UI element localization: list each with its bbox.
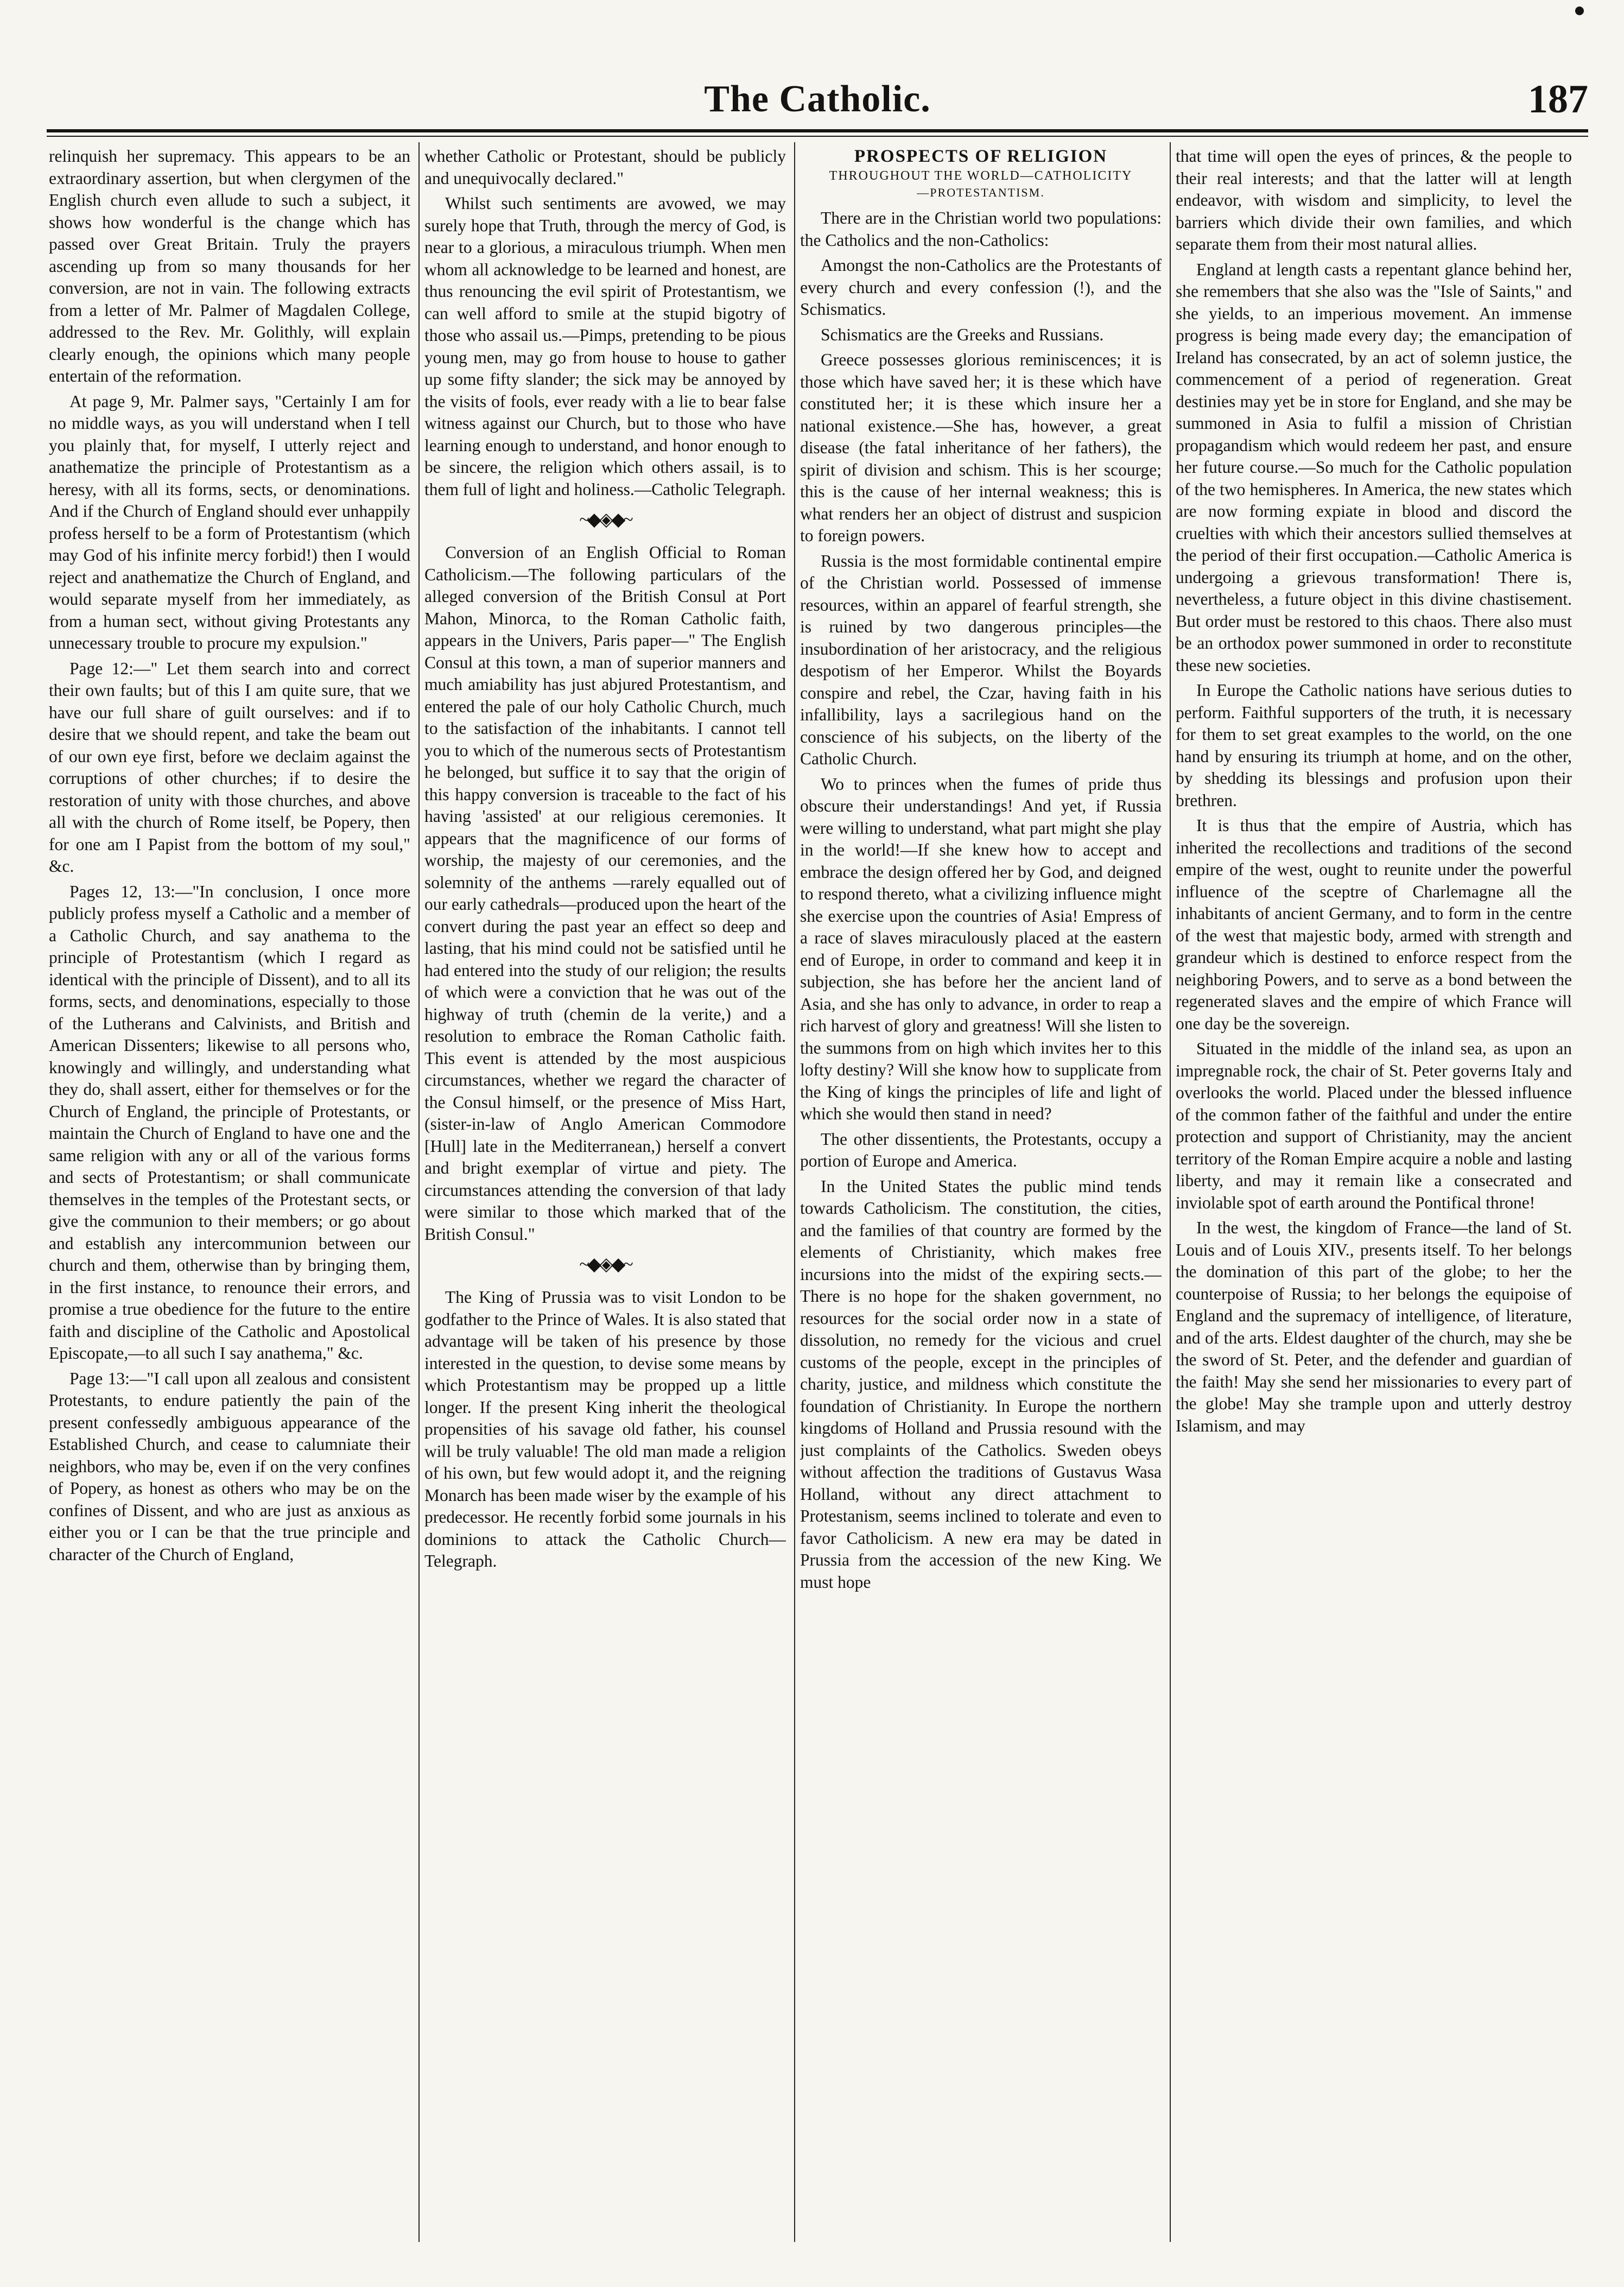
article-paragraph: In Europe the Catholic nations have serious duties to perform. Faithful supporters of the truth, it is necessary for them to set great examples to the world, on the one hand by ensuring its triumph at home, and on the other, by shedding its blessings and profusion upon their brethren.	[1176, 681, 1572, 810]
article-paragraph: At page 9, Mr. Palmer says, "Certainly I am for no middle ways, as you will understand when I tell you plainly that, for myself, I utterly reject and anathematize the principle of Protestantism as a heresy, with all its forms, sects, or denominations. And if the Church of England should ever unhappily profess herself to be a form of Protestantism (which may God of his infinite mercy forbid!) then I would reject and anathematize the Church of England, and would separate myself from her immediately, as from a human sect, without giving Protestants any unnecessary trouble to procure my expulsion."	[49, 391, 410, 652]
column-divider	[418, 142, 420, 2242]
article-paragraph: There are in the Christian world two populations: the Catholics and the non-Catholics:	[800, 208, 1162, 250]
article-paragraph: England at length casts a repentant glance behind her, she remembers that she also was the "Isle of Saints," and she yields, to an imperious movement. An immense progress is being made every day; the emancipation of Ireland has consecrated, by an act of solemn justice, the commencement of a period of regeneration. Great destinies may yet be in store for England, and she may be summoned in Asia to fulfil a mission of Christian propagandism which would redeem her past, and ensure her future course.—So much for the Catholic population of the two hemispheres. In America, the new states which are now forming expiate in blood and discord the cruelties with which their ancestors sullied themselves at the period of their first occupation.—Catholic America is undergoing a grievous transformation! There is, nevertheless, a future object in this divine chastisement. But order must be restored to this chaos. There also must be an orthodox power summoned in order to reconstitute these new societies.	[1176, 259, 1572, 675]
article-paragraph: Page 12:—" Let them search into and correct their own faults; but of this I am quite sure, that we have our full share of guilt ourselves: and if to desire that we should repent, and take the beam out of our own eye first, before we declaim against the corruptions of other churches; if to desire the restoration of unity with those churches, and above all with the church of Rome itself, be Popery, then for one am I Papist from the bottom of my soul," &c.	[49, 658, 410, 876]
article-headline: PROSPECTS OF RELIGION	[854, 147, 1108, 166]
column-divider	[1170, 142, 1171, 2242]
column-2	[424, 145, 786, 2263]
column-divider	[794, 142, 795, 2242]
article-paragraph: whether Catholic or Protestant, should be publicly and unequivocally declared."	[424, 147, 786, 188]
article-paragraph: It is thus that the empire of Austria, which has inherited the recollections and traditions of the second empire of the west, ought to reunite under the powerful influence of the sceptre of Charlemagne all the inhabitants of ancient Germany, and to form in the centre of the west that majestic body, armed with strength and grandeur which is destined to enforce respect from the neighboring Powers, and to serve as a bond between the regenerated slaves and the empire of which France will one day be the sovereign.	[1176, 816, 1572, 1033]
article-paragraph: The other dissentients, the Protestants, occupy a portion of Europe and America.	[800, 1129, 1162, 1170]
page-title: The Catholic.	[704, 78, 931, 120]
article-paragraph: In the west, the kingdom of France—the land of St. Louis and of Louis XIV., presents itself. To her belongs the domination of this part of the globe; to her the counterpoise of Russia; to her belongs the equipoise of England and the supremacy of intelligence, of literature, and of the arts. Eldest daughter of the church, may she be the sword of St. Peter, and the defender and guardian of the faith! May she send her missionaries to every part of the globe! May she trample upon and utterly destroy Islamism, and may	[1176, 1218, 1572, 1435]
section-ornament: ~◆◈◆~	[579, 510, 631, 530]
header-rule-heavy	[47, 129, 1588, 132]
article-paragraph: Amongst the non-Catholics are the Protestants of every church and every confession (!), and the Schismatics.	[800, 256, 1162, 319]
article-paragraph: Pages 12, 13:—"In conclusion, I once more publicly profess myself a Catholic and a member of a Catholic Church, and say anathema to the principle of Protestantism (which I regard as identical with the principle of Dissent), and to all its forms, sects, and denominations, especially to those of the Lutherans and Calvinists, and British and American Dissenters; likewise to all persons who, knowingly and willingly, and understanding what they do, shall assert, either for themselves or for the Church of England, the principle of Protestants, or maintain the Church of England to have one and the same religion with any or all of the various forms and sects of Protestantism; or shall communicate themselves in the temples of the Protestant sects, or give the communion to their members; or go about and establish any intercommunion between our church and them, otherwise than by bringing them, in the first instance, to renounce their errors, and promise a true obedience for the future to the entire faith and discipline of the Catholic and Apostolical Episcopate,—to all such I say anathema," &c.	[49, 882, 410, 1363]
article-paragraph: Conversion of an English Official to Roman Catholicism.—The following particulars of the alleged conversion of the British Consul at Port Mahon, Minorca, to the Roman Catholic faith, appears in the Univers, Paris paper—" The English Consul at this town, a man of superior manners and much amiability has just abjured Protestantism, and entered the pale of our holy Catholic Church, much to the satisfaction of the inhabitants. I cannot tell you to which of the numerous sects of Protestantism he belonged, but suffice it to say that the origin of this happy conversion is traceable to the fact of his having 'assisted' at our religious ceremonies. It appears that the magnificence of our forms of worship, the majesty of our ceremonies, and the solemnity of the anthems —rarely equalled out of our early cathedrals—produced upon the heart of the convert during the past year an effect so deep and lasting, that his mind could not be satisfied until he had entered into the study of our religion; the results of which were a conviction that he was out of the highway of truth (chemin de la verite,) and a resolution to embrace the Roman Catholic faith. This event is attended by the most auspicious circumstances, whether we regard the character of the Consul himself, or the presence of Miss Hart, (sister-in-law of Anglo American Commodore [Hull] late in the Mediterranean,) herself a convert and bright exemplar of virtue and piety. The circumstances attending the conversion of that lady were similar to those which marked that of the British Consul."	[424, 543, 786, 1244]
header-rule-light	[47, 136, 1588, 137]
article-subheadline: THROUGHOUT THE WORLD—CATHOLICITY	[829, 169, 1133, 183]
masthead	[47, 75, 1588, 124]
corner-dot-mark	[1575, 7, 1584, 15]
article-paragraph: Wo to princes when the fumes of pride thus obscure their understandings! And yet, if Russia were willing to understand, what part might she play in the world!—If she knew how to accept and embrace the design offered her by God, and deigned to respond thereto, what a civilizing influence might she exercise upon the countries of Asia! Empress of a race of slaves miraculously placed at the eastern end of Europe, in order to command and keep it in subjection, she has before her the ancient land of Asia, and she has only to advance, in order to reap a rich harvest of glory and greatness! Will she listen to the summons from on high which invites her to this lofty destiny? Will she know how to supplicate from the King of kings the principles of life and light of which she would then stand in need?	[800, 774, 1162, 1123]
section-ornament: ~◆◈◆~	[579, 1255, 631, 1275]
article-paragraph: Russia is the most formidable continental empire of the Christian world. Possessed of immense resources, within an apparel of fearful strength, she is ruined by two dangerous principles—the insubordination of her aristocracy, and the religious despotism of her Emperor. Whilst the Boyards conspire and rebel, the Czar, having faith in his infallibility, lays a sacrilegious hand on the conscience of his subjects, on the liberty of the Catholic Church.	[800, 551, 1162, 768]
column-3	[800, 145, 1162, 2263]
article-paragraph: The King of Prussia was to visit London to be godfather to the Prince of Wales. It is also stated that advantage will be taken of his presence by those interested in the question, to devise some means by which Protestantism may be propped up a little longer. If the present King inherit the theological propensities of his savage old father, his counsel will be truly valuable! The old man made a religion of his own, but few would adopt it, and the reigning Monarch has been made wiser by the example of his predecessor. He recently forbid some journals in his dominions to attack the Catholic Church—Telegraph.	[424, 1288, 786, 1570]
page-number: 187	[1528, 77, 1588, 122]
article-paragraph: relinquish her supremacy. This appears to be an extraordinary assertion, but when clergymen of the English church even allude to such a subject, it shows how wonderful is the change which has passed over Great Britain. Truly the prayers ascending up from so many thousands for her conversion, are not in vain. The following extracts from a letter of Mr. Palmer of Magdalen College, addressed to the Rev. Mr. Golithly, will explain clearly enough, the opinions which many people entertain of the reformation.	[49, 147, 410, 385]
article-paragraph: Greece possesses glorious reminiscences; it is those which have saved her; it is these which have constituted her; it is these which insure her a national existence.—She has, however, a great disease (the fatal inheritance of her fathers), the spirit of division and schism. This is her scourge; this is the cause of her internal weakness; this is what renders her an object of distrust and suspicion to foreign powers.	[800, 350, 1162, 545]
column-4	[1176, 145, 1572, 2263]
article-paragraph: In the United States the public mind tends towards Catholicism. The constitution, the cities, and the families of that country are formed by the elements of Christianity, which makes free incursions into the midst of the expiring sects.—There is no hope for the shaken government, no resources for the social order now in a state of dissolution, no remedy for the vicious and cruel customs of the people, except in the principles of charity, justice, and mildness which constitute the foundation of Christianity. In Europe the northern kingdoms of Holland and Prussia resound with the just complaints of the Catholics. Sweden obeys without affection the traditions of Gustavus Wasa Holland, without any direct attachment to Protestanism, seems inclined to tolerate and even to favor Catholicism. A new era may be dated in Prussia from the accession of the new King. We must hope	[800, 1176, 1162, 1592]
article-paragraph: Whilst such sentiments are avowed, we may surely hope that Truth, through the mercy of God, is near to a glorious, a miraculous triumph. When men whom all acknowledge to be learned and honest, are thus renouncing the evil spirit of Protestantism, we can well afford to smile at the stupid bigotry of those who assail us.—Pimps, pretending to be pious young men, may go from house to house to gather up some fifty slander; the sick may be annoyed by the visits of fools, ever ready with a lie to bear false witness against our Church, but to those who have learning enough to understand, and honor enough to be sincere, the religion which others assail, is to them full of light and holiness.—Catholic Telegraph.	[424, 194, 786, 499]
article-paragraph: that time will open the eyes of princes, & the people to their real interests; and that the latter will at length endeavor, with wisdom and simplicity, to level the barriers which divide their own families, and which separate them from their most natural allies.	[1176, 147, 1572, 254]
article-paragraph: Page 13:—"I call upon all zealous and consistent Protestants, to endure patiently the pain of the present confessedly ambiguous appearance of the Established Church, and cease to calumniate their neighbors, who may be, even if on the very confines of Popery, as honest as others who may be on the confines of Dissent, and who are just as anxious as either you or I can be that the true principle and character of the Church of England,	[49, 1369, 410, 1564]
article-subheadline: —PROTESTANTISM.	[917, 186, 1045, 199]
column-1	[49, 145, 410, 2263]
article-paragraph: Situated in the middle of the inland sea, as upon an impregnable rock, the chair of St. Peter governs Italy and overlooks the world. Placed under the blessed influence of the common father of the faithful and under the entire protection and support of Christianity, may the ancient territory of the Roman Empire acquire a noble and lasting liberty, and may it remain like a consecrated and inviolable spot of earth around the Pontifical throne!	[1176, 1039, 1572, 1212]
article-paragraph: Schismatics are the Greeks and Russians.	[821, 325, 1104, 344]
